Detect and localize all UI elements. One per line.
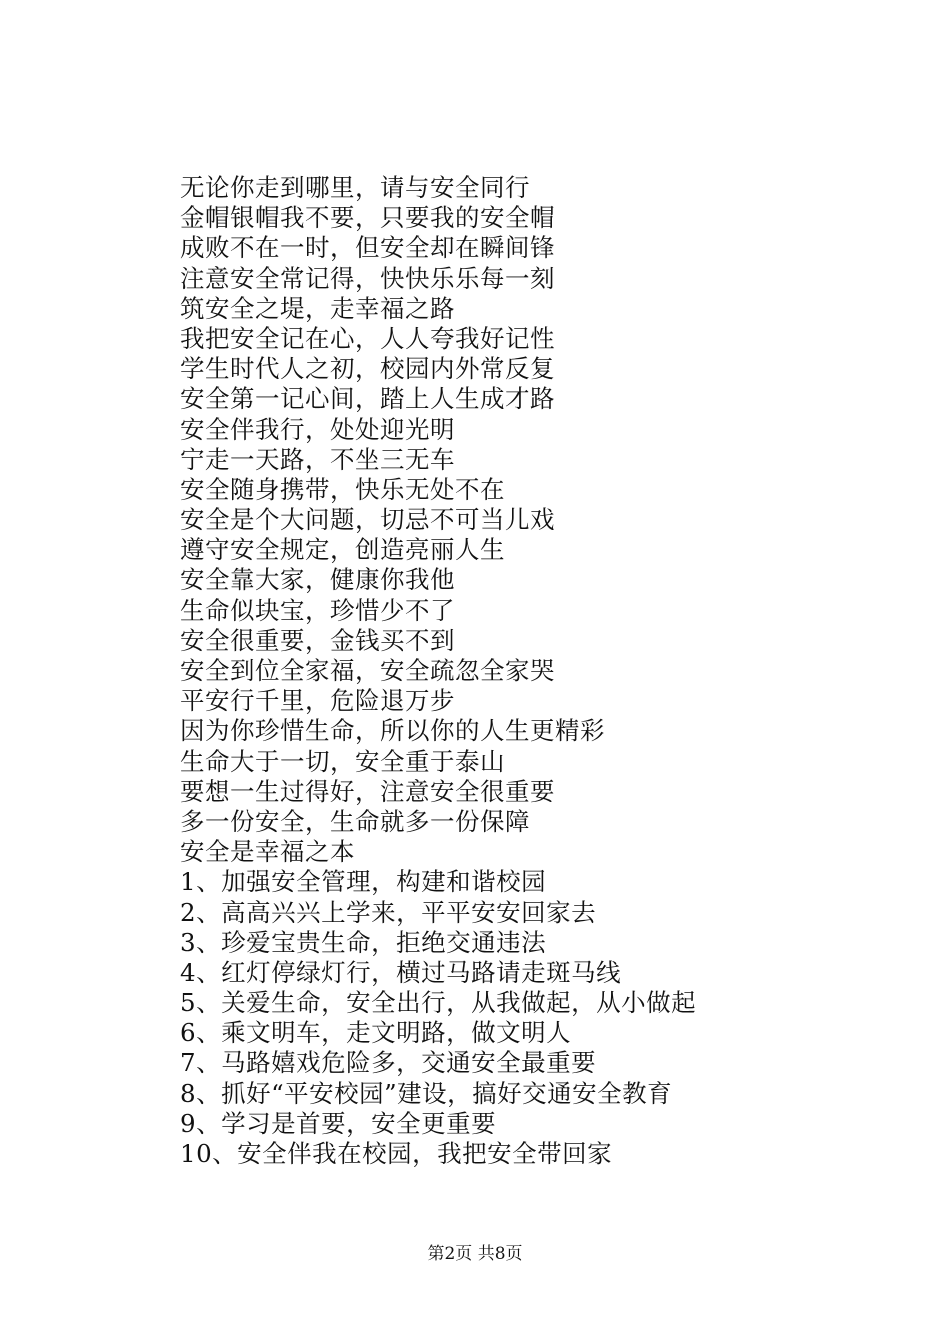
text-line: 平安行千里，危险退万步 [180,686,455,716]
text-line: 3、珍爱宝贵生命，拒绝交通违法 [180,927,547,957]
text-line: 1、加强安全管理，构建和谐校园 [180,867,547,897]
text-line: 安全是个大问题，切忌不可当儿戏 [180,505,555,535]
text-line: 5、关爱生命，安全出行，从我做起，从小做起 [180,988,697,1018]
text-line: 安全是幸福之本 [180,837,355,867]
text-line: 安全到位全家福，安全疏忽全家哭 [180,656,555,685]
text-line: 2、高高兴兴上学来，平平安安回家去 [180,897,597,927]
text-line: 安全伴我行，处处迎光明 [180,414,455,444]
page-footer: 第2页 共8页 [427,1244,523,1264]
text-line: 学生时代人之初，校园内外常反复 [180,354,555,384]
text-line: 10、安全伴我在校园，我把安全带回家 [180,1139,613,1168]
text-line: 8、抓好“平安校园”建设，搞好交通安全教育 [180,1078,673,1108]
text-line: 注意安全常记得，快快乐乐每一刻 [180,263,555,293]
text-line: 遵守安全规定，创造亮丽人生 [180,535,505,565]
text-line: 6、乘文明车，走文明路，做文明人 [180,1018,572,1048]
text-line: 金帽银帽我不要，只要我的安全帽 [180,203,555,233]
text-line: 生命大于一切，安全重于泰山 [180,746,505,776]
slogan-list [180,173,880,1169]
text-line: 宁走一天路，不坐三无车 [180,444,455,474]
text-line: 安全第一记心间，踏上人生成才路 [180,384,555,414]
text-line: 无论你走到哪里，请与安全同行 [180,173,530,202]
text-line: 安全靠大家，健康你我他 [180,565,455,595]
text-line: 我把安全记在心，人人夸我好记性 [180,323,555,353]
text-line: 筑安全之堤，走幸福之路 [180,293,455,323]
text-line: 7、马路嬉戏危险多，交通安全最重要 [180,1048,597,1078]
text-line: 安全随身携带，快乐无处不在 [180,474,505,504]
text-line: 成败不在一时，但安全却在瞬间锋 [180,233,555,263]
text-line: 4、红灯停绿灯行，横过马路请走斑马线 [180,957,622,987]
text-line: 生命似块宝，珍惜少不了 [180,595,455,625]
text-line: 9、学习是首要，安全更重要 [180,1108,497,1138]
text-line: 安全很重要，金钱买不到 [180,625,455,655]
text-line: 要想一生过得好，注意安全很重要 [180,776,555,806]
text-line: 因为你珍惜生命，所以你的人生更精彩 [180,716,605,746]
text-line: 多一份安全，生命就多一份保障 [180,806,530,836]
